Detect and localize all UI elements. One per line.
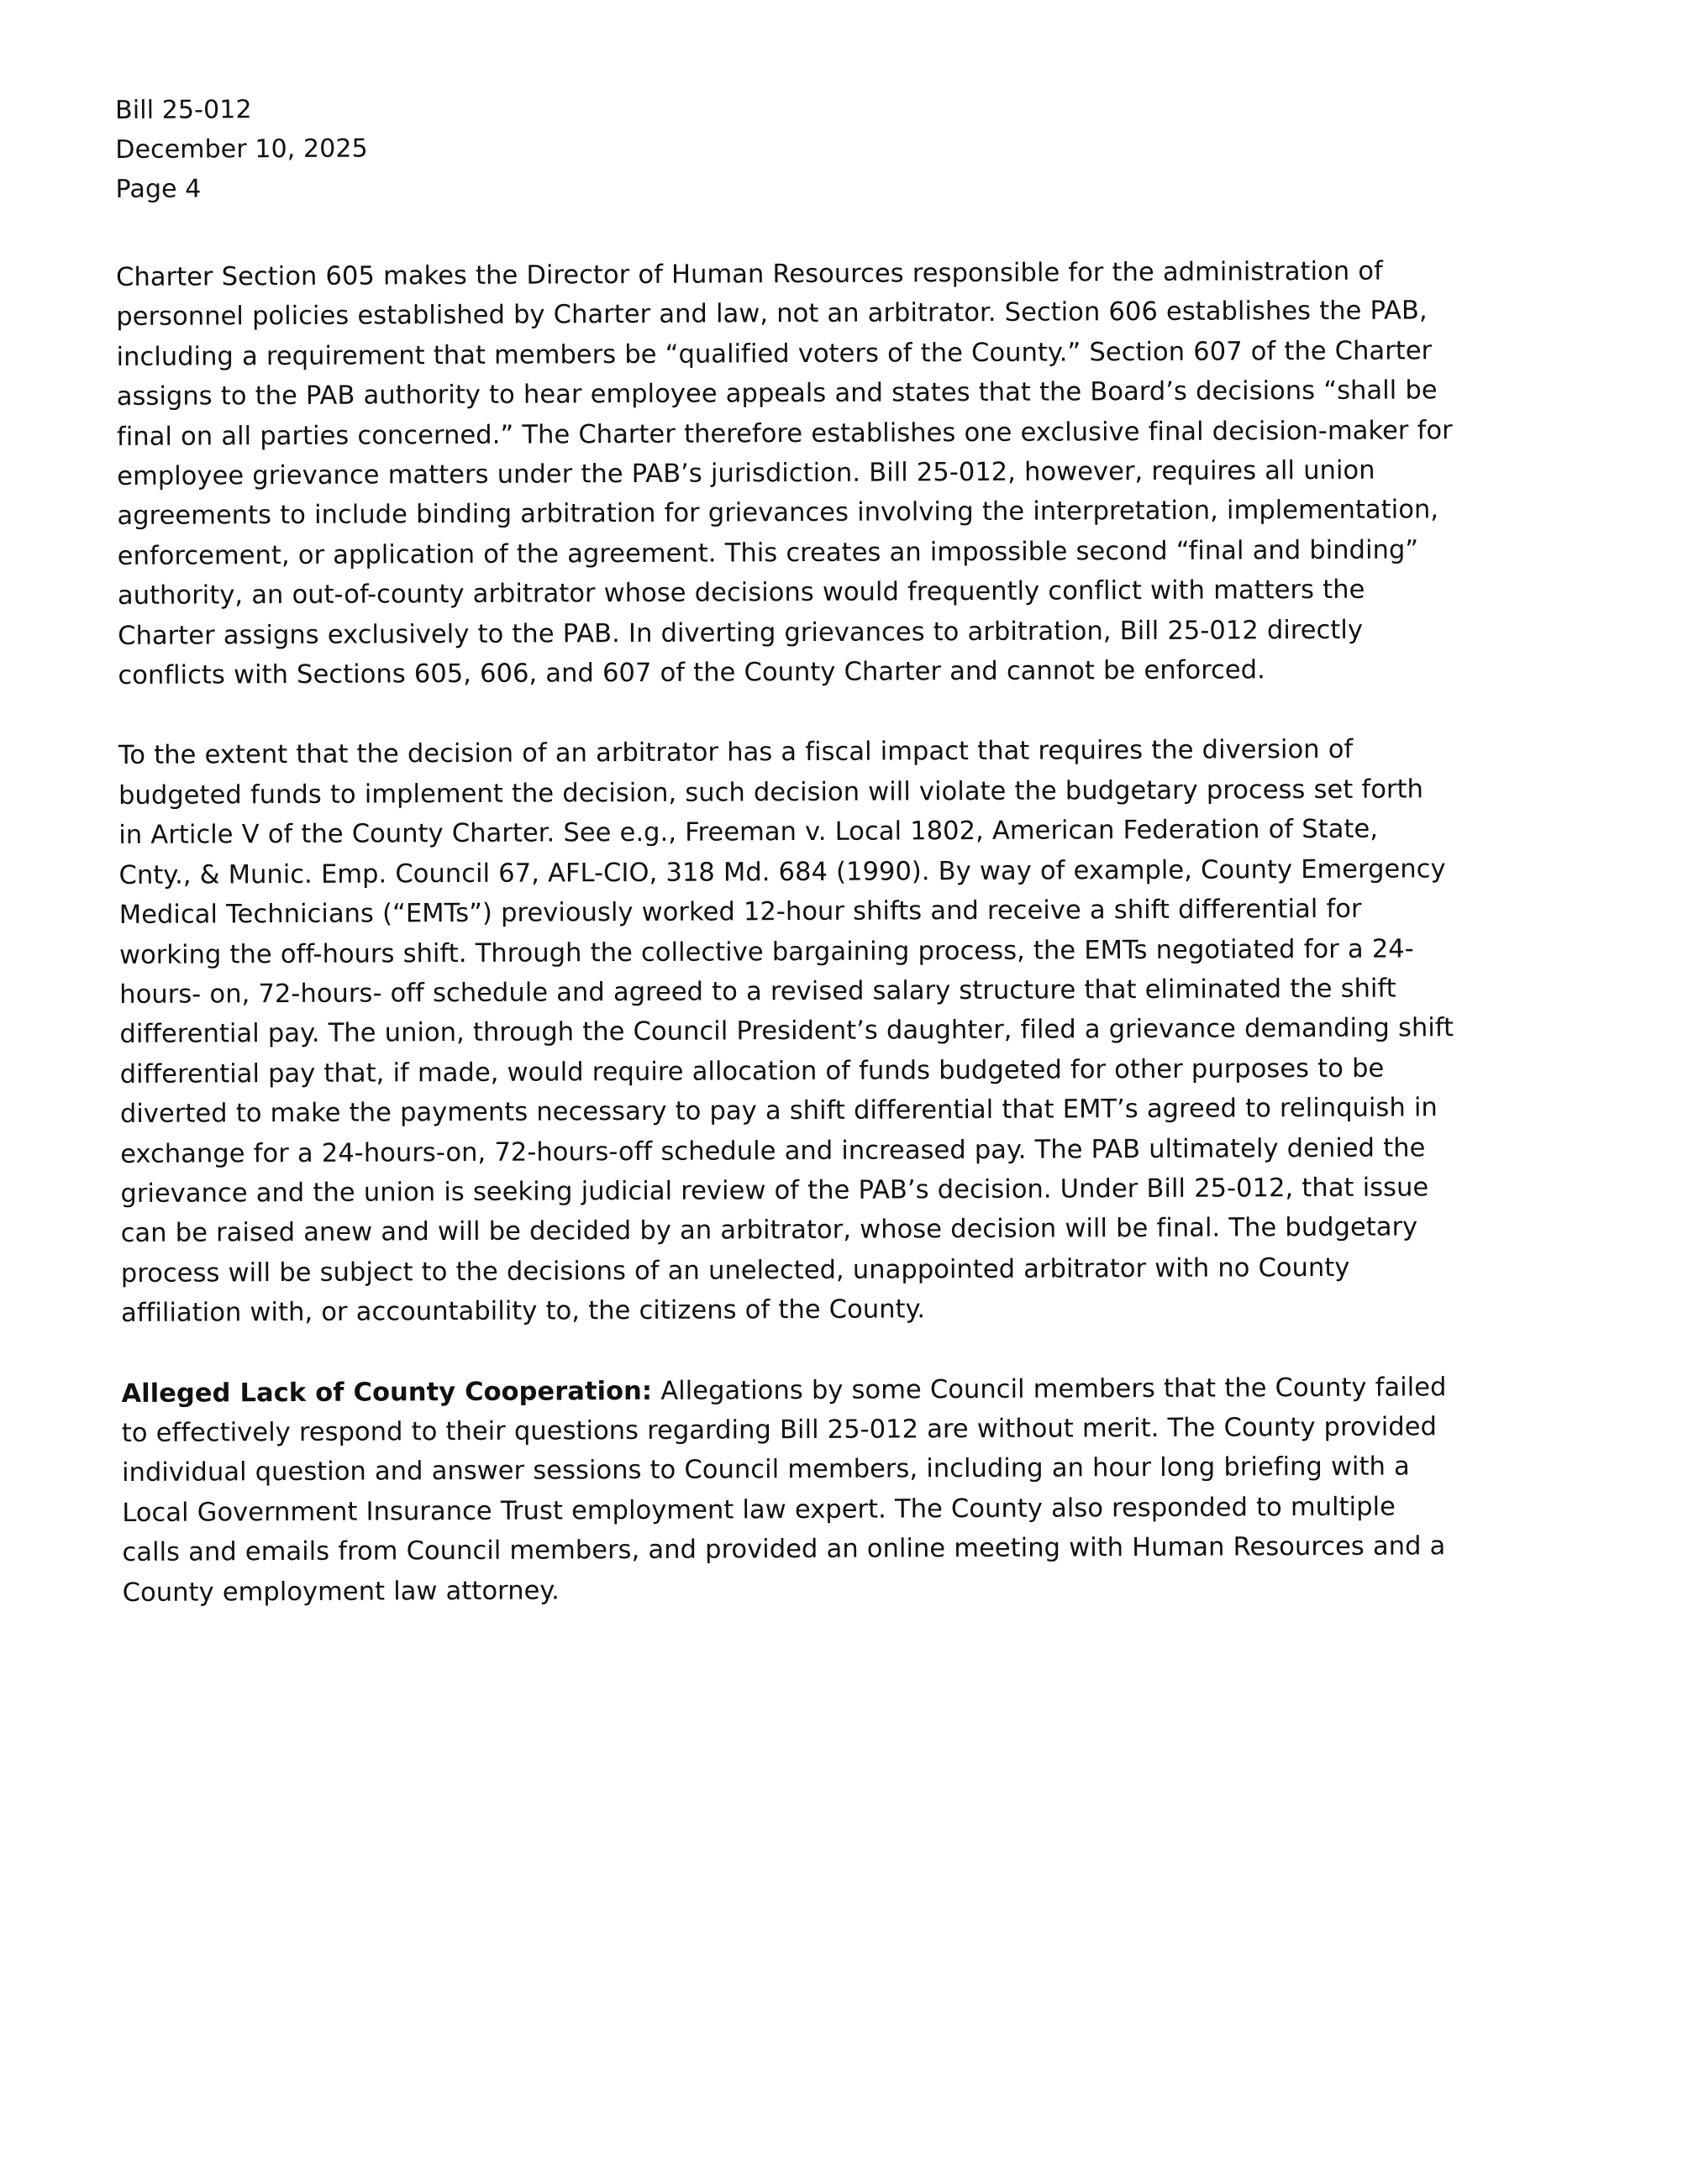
heading-alleged-lack-of-county-cooperation: Alleged Lack of County Cooperation: [121,1376,653,1409]
document-header [115,84,1452,209]
header-page-label: Page 4 [115,174,202,204]
paragraph-alleged-lack-of-county-cooperation [121,1368,1458,1613]
header-date: December 10, 2025 [115,134,368,165]
paragraph-fiscal-impact-budgetary-process: To the extent that the decision of an arbitrator has a fiscal impact that requires the diversion of budgeted funds to implement the decision, such decision will violate the budgetary process set forth in Article V of the County Charter. See e.g., Freeman v. Local 1802, American Federation of State, Cnty., & Munic. Emp. Council 67, AFL-CIO, 318 Md. 684 (1990). By way of example, County Emergency Medical Technicians (“EMTs”) previously worked 12-hour shifts and receive a shift differential for working the off-hours shift. Through the collective bargaining process, the EMTs negotiated for a 24-hours- on, 72-hours- off schedule and agreed to a revised salary structure that eliminated the shift differential pay. The union, through the Council President’s daughter, filed a grievance demanding shift differential pay that, if made, would require allocation of funds budgeted for other purposes to be diverted to make the payments necessary to pay a shift differential that EMT’s agreed to relinquish in exchange for a 24-hours-on, 72-hours-off schedule and increased pay. The PAB ultimately denied the grievance and the union is seeking judicial review of the PAB’s decision. Under Bill 25-012, that issue can be raised anew and will be decided by an arbitrator, whose decision will be final. The budgetary process will be subject to the decisions of an unelected, unappointed arbitrator with no County affiliation with, or accountability to, the citizens of the County. [118,735,1454,1329]
paragraph-alleged-lack-of-county-cooperation-body: Allegations by some Council members that the County failed to effectively respond to their questions regarding Bill 25-012 are without merit. The County provided individual question and answer sessions to Council members, including an hour long briefing with a Local Government Insurance Trust employment law expert. The County also responded to multiple calls and emails from Council members, and provided an online meeting with Human Resources and a County employment law attorney. [121,1372,1447,1608]
paragraph-charter-sections-conflict: Charter Section 605 makes the Director of Human Resources responsible for the administration of personnel policies established by Charter and law, not an arbitrator. Section 606 establishes the PAB, including a requirement that members be “qualified voters of the County.” Section 607 of the Charter assigns to the PAB authority to hear employee appeals and states that the Board’s decisions “shall be final on all parties concerned.” The Charter therefore establishes one exclusive final decision-maker for employee grievance matters under the PAB’s jurisdiction. Bill 25-012, however, requires all union agreements to include binding arbitration for grievances involving the interpretation, implementation, enforcement, or application of the agreement. This creates an impossible second “final and binding” authority, an out-of-county arbitrator whose decisions would frequently conflict with matters the Charter assigns exclusively to the PAB. In diverting grievances to arbitration, Bill 25-012 directly conflicts with Sections 605, 606, and 607 of the County Charter and cannot be enforced. [116,256,1453,691]
page-content [115,84,1459,1613]
header-bill-number: Bill 25-012 [115,95,252,125]
